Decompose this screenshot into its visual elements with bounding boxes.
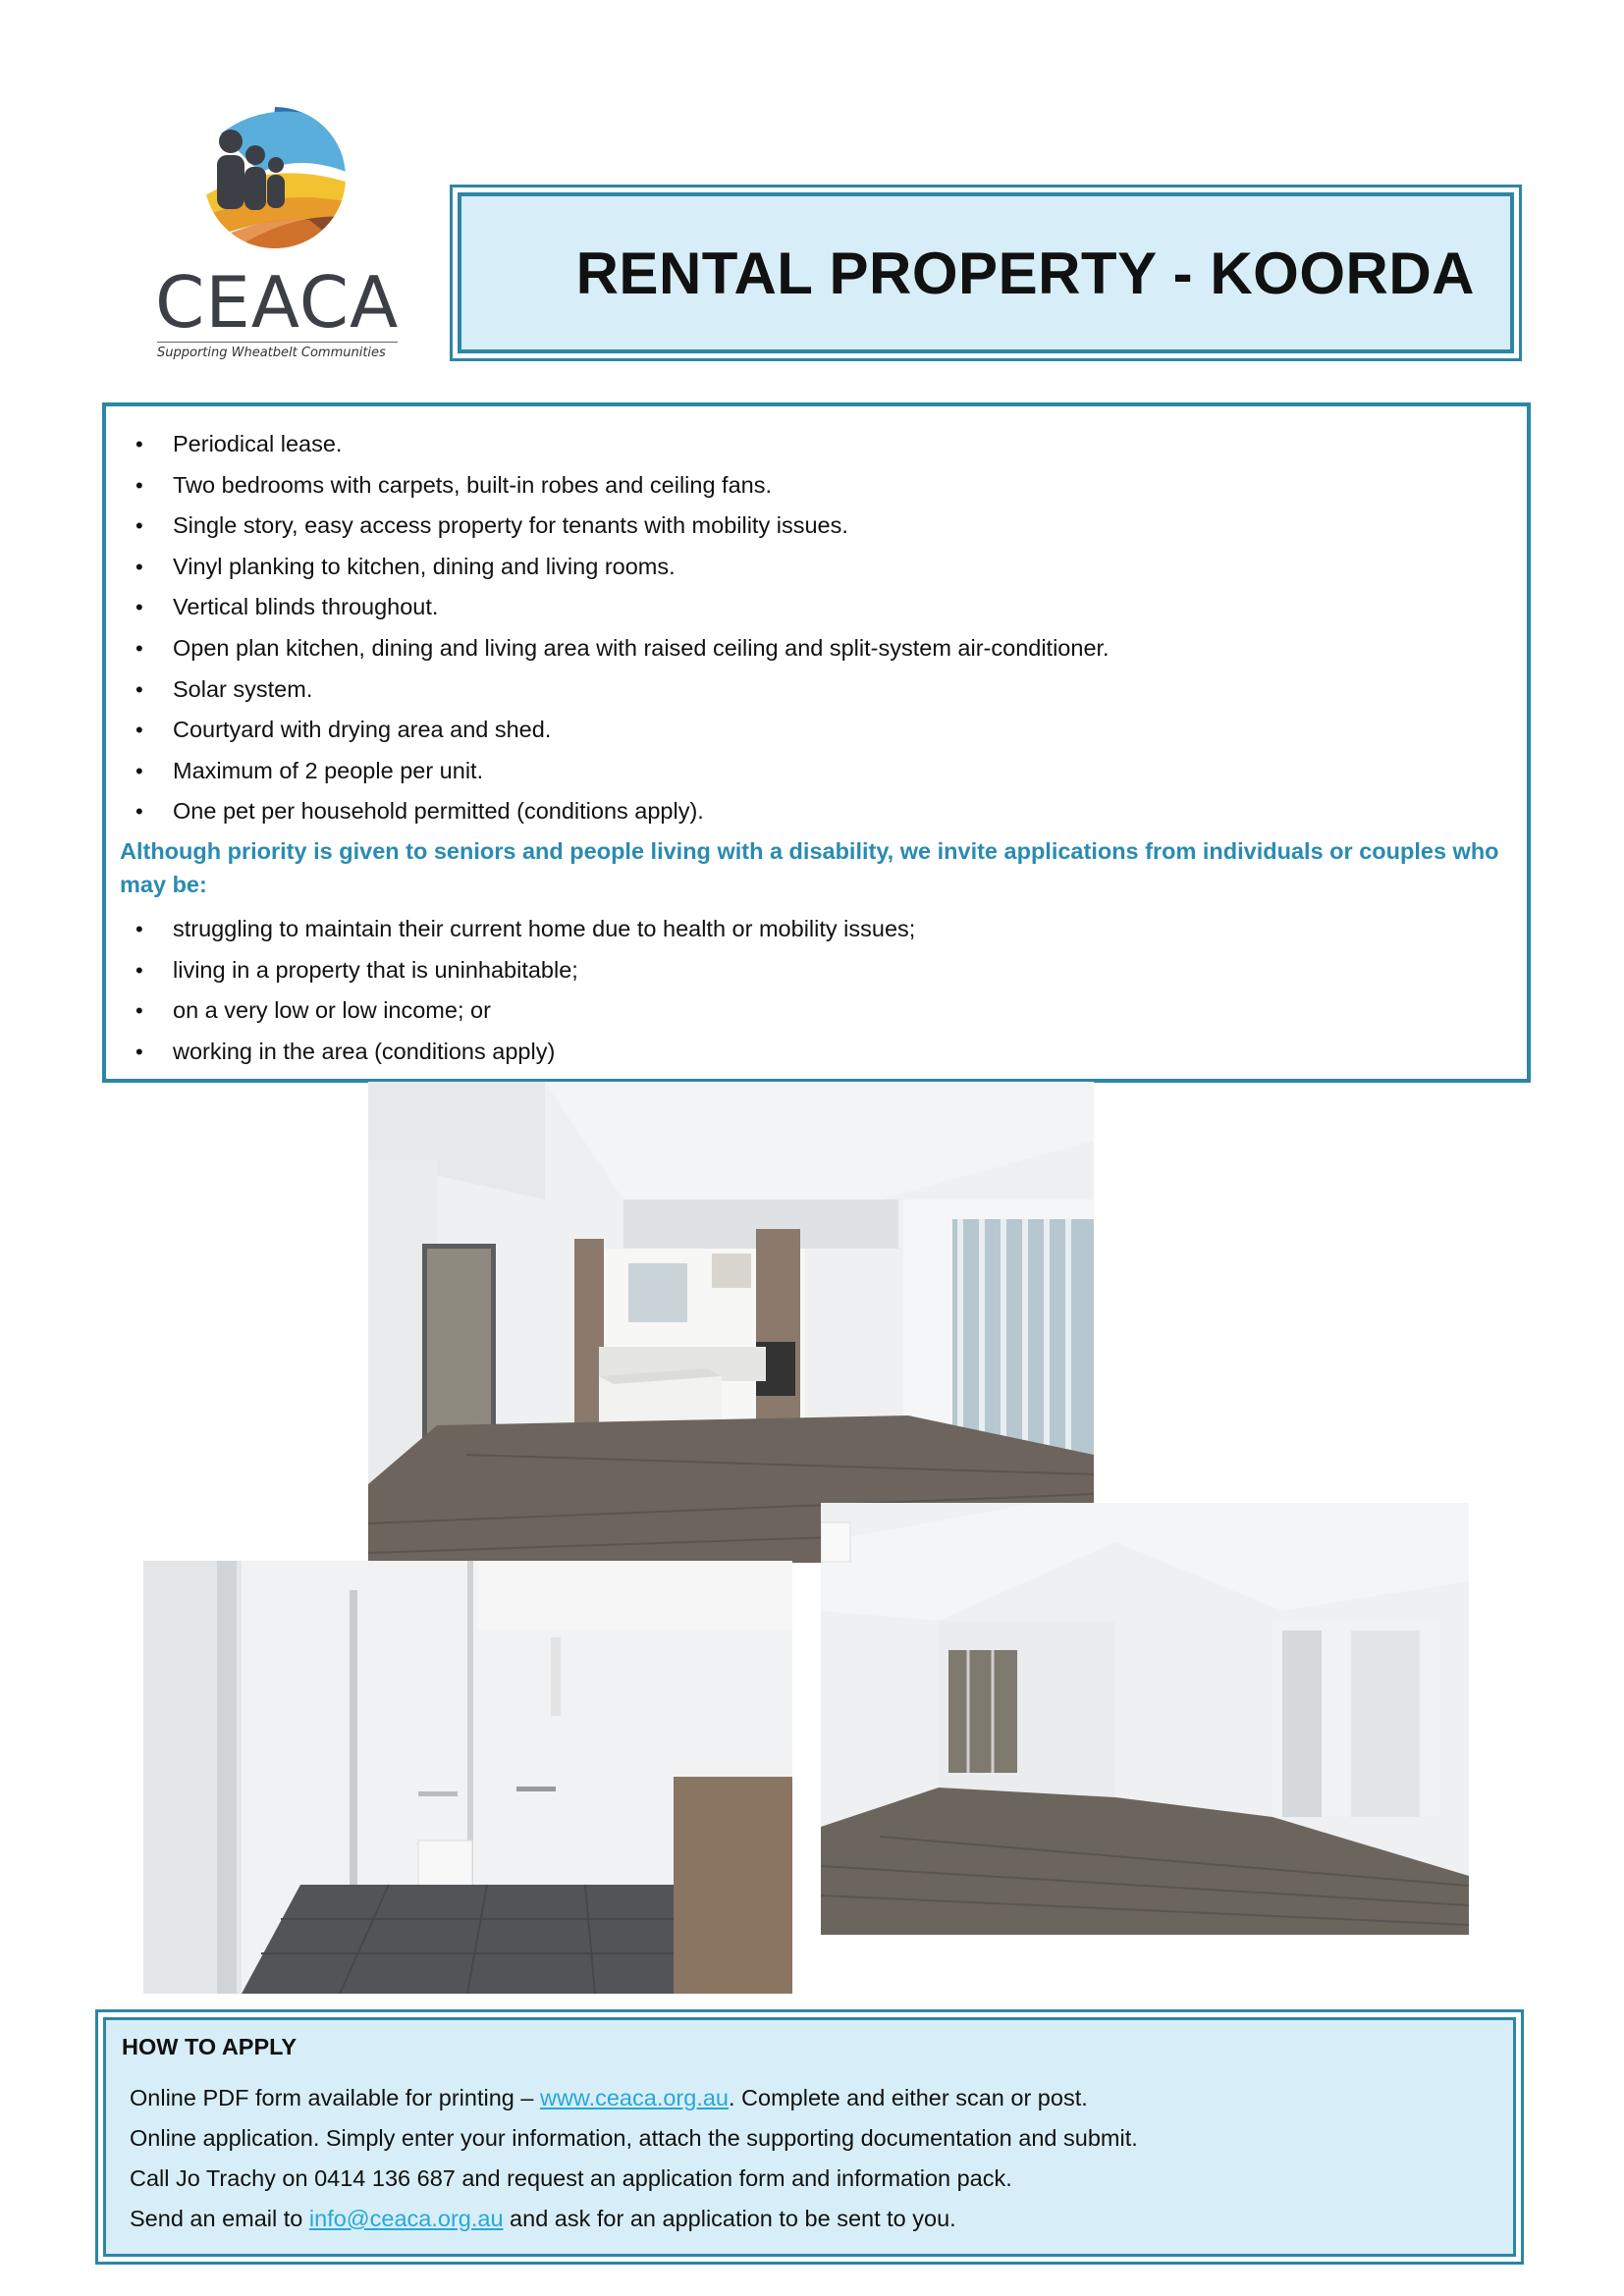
- apply-pdf-text-after: . Complete and either scan or post.: [729, 2085, 1088, 2110]
- feature-item: • Courtyard with drying area and shed.: [171, 710, 1527, 751]
- eligibility-item: • working in the area (conditions apply): [171, 1032, 1527, 1073]
- how-to-apply-inner: [103, 2017, 1516, 2257]
- feature-item: • Open plan kitchen, dining and living area with raised ceiling and split-system air-conditioner.: [171, 628, 1527, 669]
- apply-email-text-after: and ask for an application to be sent to you.: [503, 2206, 956, 2231]
- apply-option-online: Online application. Simply enter your information, attach the supporting documentation and submit.: [130, 2125, 1138, 2151]
- feature-item: • Periodical lease.: [171, 424, 1527, 465]
- feature-item: • Maximum of 2 people per unit.: [171, 751, 1527, 792]
- feature-item: • Vertical blinds throughout.: [171, 587, 1527, 628]
- page-title: RENTAL PROPERTY - KOORDA: [575, 240, 1475, 306]
- priority-statement: Although priority is given to seniors and people living with a disability, we invite applications from individuals or couples who may be:: [120, 837, 1499, 897]
- how-to-apply-box: [95, 2009, 1524, 2265]
- title-box: [450, 185, 1522, 361]
- title-box-inner: [458, 192, 1514, 353]
- logo-wordmark: CEACA: [155, 261, 400, 344]
- apply-pdf-text: Online PDF form available for printing –: [130, 2085, 540, 2110]
- how-to-apply-heading: HOW TO APPLY: [122, 2034, 298, 2059]
- features-list: [106, 424, 1527, 832]
- website-link[interactable]: www.ceaca.org.au: [539, 2085, 729, 2110]
- feature-item: • Single story, easy access property for tenants with mobility issues.: [171, 506, 1527, 547]
- apply-email-text: Send an email to: [130, 2206, 309, 2231]
- feature-item: • One pet per household permitted (conditions apply).: [171, 791, 1527, 832]
- eligibility-item: • living in a property that is uninhabitable;: [171, 950, 1527, 991]
- ceaca-logo: [147, 98, 412, 363]
- kitchen-photo: [368, 1082, 1094, 1563]
- living-room-photo: [821, 1503, 1469, 1935]
- eligibility-item: • struggling to maintain their current home due to health or mobility issues;: [171, 909, 1527, 950]
- feature-item: • Vinyl planking to kitchen, dining and living rooms.: [171, 547, 1527, 588]
- bathroom-photo: [143, 1561, 792, 1994]
- email-link[interactable]: info@ceaca.org.au: [308, 2206, 504, 2231]
- apply-option-phone: Call Jo Trachy on 0414 136 687 and request an application form and information pack.: [130, 2165, 1012, 2191]
- apply-option-pdf: [130, 2078, 1513, 2118]
- ceaca-logo-icon: [201, 104, 349, 251]
- feature-item: • Two bedrooms with carpets, built-in robes and ceiling fans.: [171, 465, 1527, 507]
- feature-item: • Solar system.: [171, 669, 1527, 711]
- apply-option-email: [130, 2199, 1513, 2239]
- eligibility-list: [106, 909, 1527, 1072]
- logo-tagline: Supporting Wheatbelt Communities: [157, 342, 398, 360]
- features-box: [102, 402, 1531, 1083]
- eligibility-item: • on a very low or low income; or: [171, 990, 1527, 1032]
